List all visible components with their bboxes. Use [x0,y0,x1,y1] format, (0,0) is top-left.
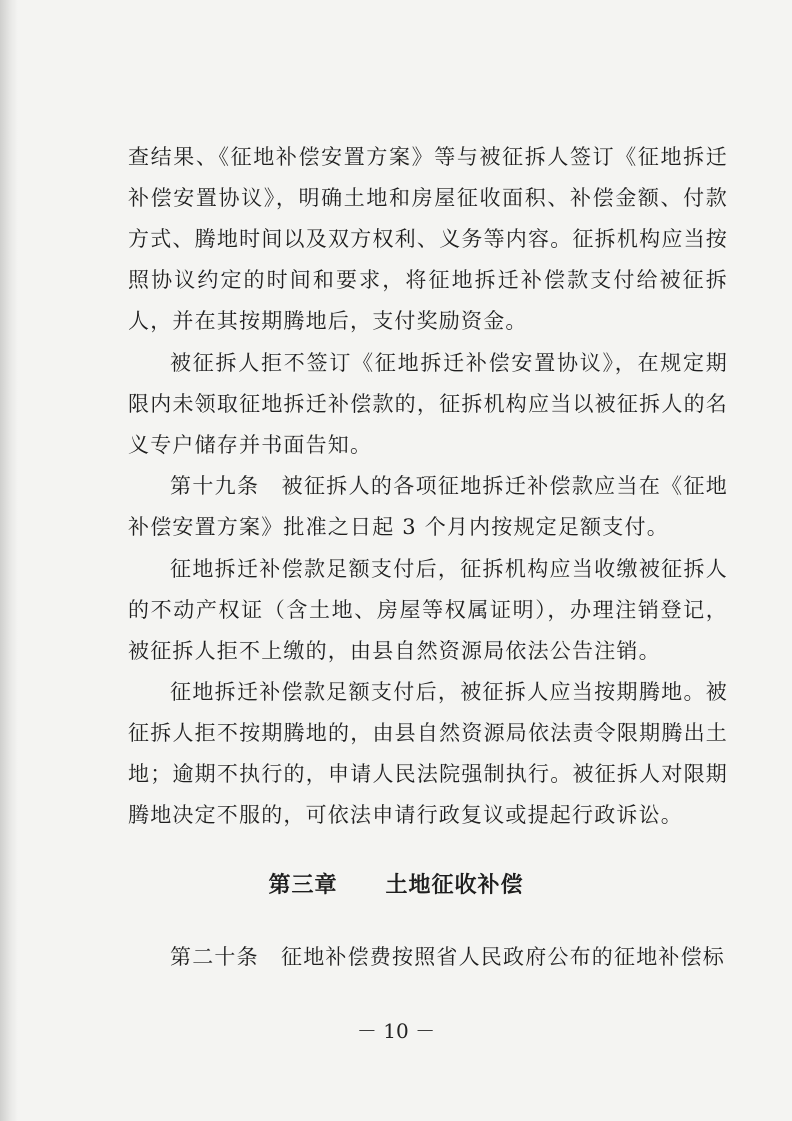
chapter-title: 土地征收补偿 [385,873,524,898]
paragraph-2: 被征拆人拒不签订《征地拆迁补偿安置协议》，在规定期限内未领取征地拆迁补偿款的，征拆机构应当以被征拆人的名义专户储存并书面告知。 [128,351,728,457]
page-number: － 10 － [356,1019,436,1043]
chapter-heading [0,866,792,906]
paragraph-1: 查结果、《征地补偿安置方案》等与被征拆人签订《征地拆迁补偿安置协议》，明确土地和房屋征收面积、补偿金额、付款方式、腾地时间以及双方权利、义务等内容。征拆机构应当按照协议约定的时间和要求，将征地拆迁补偿款支付给被征拆人，并在其按期腾地后，支付奖励资金。 [128,145,728,333]
chapter-number: 第三章 [268,873,338,898]
paragraph-5: 征地拆迁补偿款足额支付后，被征拆人应当按期腾地。被征拆人拒不按期腾地的，由县自然资源局依法责令限期腾出土地；逾期不执行的，申请人民法院强制执行。被征拆人对限期腾地决定不服的，可依法申请行政复议或提起行政诉讼。 [128,680,728,827]
paragraph-4: 征地拆迁补偿款足额支付后，征拆机构应当收缴被征拆人的不动产权证（含土地、房屋等权属证明），办理注销登记，被征拆人拒不上缴的，由县自然资源局依法公告注销。 [128,557,728,663]
paragraph-article-20: 第二十条 征地补偿费按照省人民政府公布的征地补偿标 [170,945,725,969]
paragraph-article-19: 第十九条 被征拆人的各项征地拆迁补偿款应当在《征地补偿安置方案》批准之日起 3 个月内按规定足额支付。 [128,474,728,539]
